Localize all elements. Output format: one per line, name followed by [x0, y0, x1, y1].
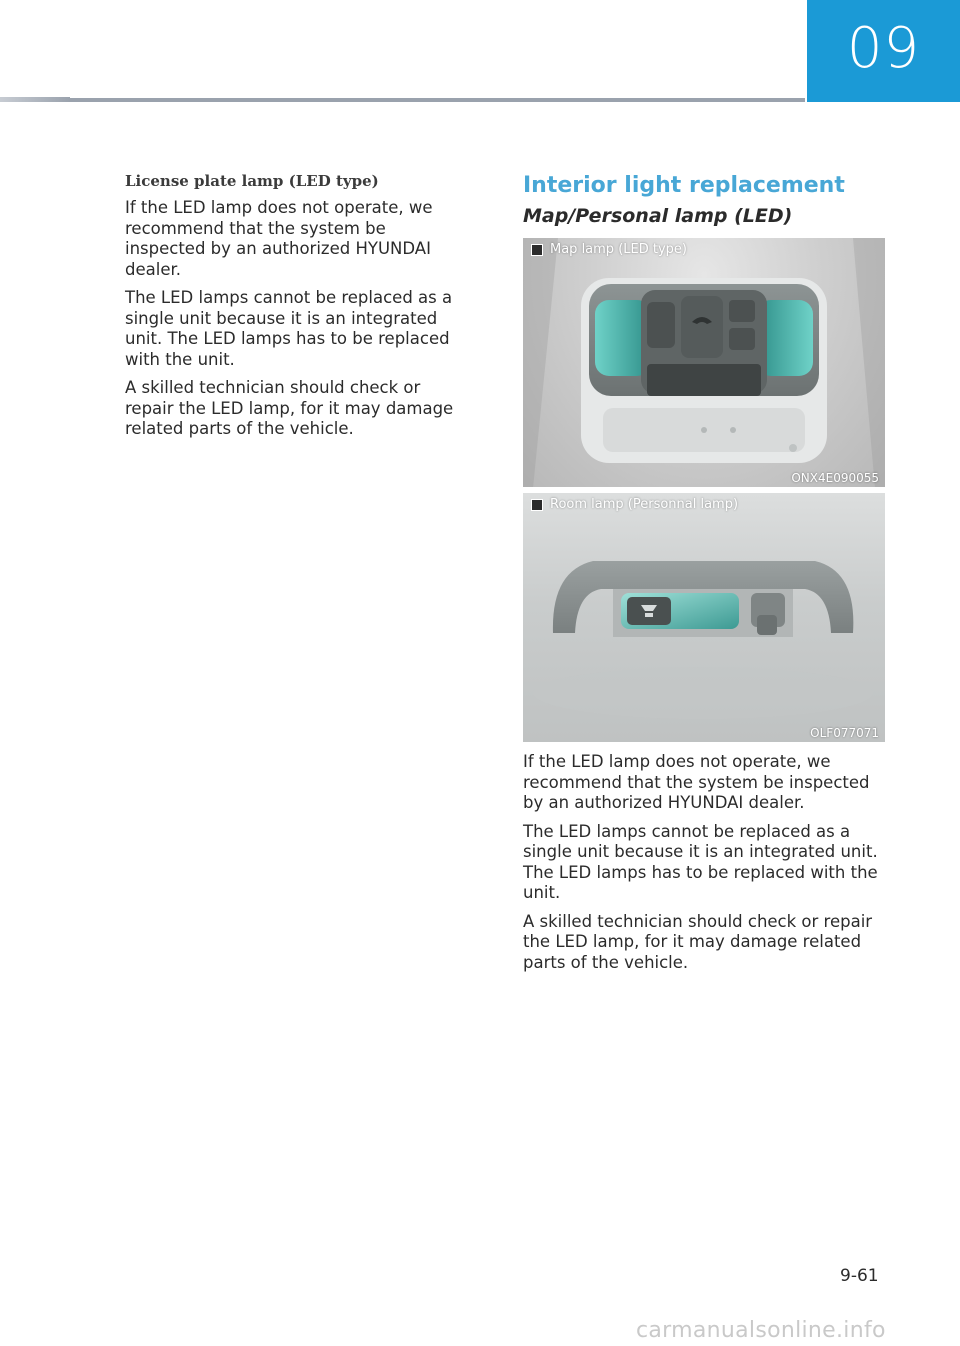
left-column: [125, 172, 470, 448]
right-paragraph-1: If the LED lamp does not operate, we recommend that the system be inspected by an authorized HYUNDAI dealer.: [523, 752, 870, 812]
room-lamp-figure-code: OLF077071: [810, 726, 879, 740]
section-title: Interior light replacement: [523, 173, 845, 198]
section-subtitle: Map/Personal lamp (LED): [523, 205, 793, 227]
room-lamp-caption-text: Room lamp (Personnal lamp): [550, 497, 739, 512]
room-lamp-caption: [531, 497, 738, 512]
left-paragraph-2: The LED lamps cannot be replaced as a single unit because it is an integrated unit. The LED lamps has to be replaced with the unit.: [125, 288, 453, 369]
left-paragraph-3: A skilled technician should check or repair the LED lamp, for it may damage related parts of the vehicle.: [125, 378, 454, 438]
black-square-icon: [531, 244, 543, 256]
map-lamp-figure: [523, 238, 885, 487]
map-lamp-figure-code: ONX4E090055: [791, 471, 879, 485]
black-square-icon: [531, 499, 543, 511]
header-rule: [0, 98, 805, 102]
license-plate-lamp-heading: License plate lamp (LED type): [125, 172, 379, 190]
page-number: 9-61: [840, 1266, 879, 1286]
room-lamp-figure: [523, 493, 885, 742]
left-paragraph-1: If the LED lamp does not operate, we recommend that the system be inspected by an authorized HYUNDAI dealer.: [125, 198, 433, 279]
chapter-number: 09: [846, 15, 921, 81]
right-column: [523, 170, 885, 981]
map-lamp-illustration: [523, 238, 885, 487]
watermark: carmanualsonline.info: [636, 1318, 886, 1343]
right-paragraph-2: The LED lamps cannot be replaced as a single unit because it is an integrated unit. The LED lamps has to be replaced with the unit.: [523, 821, 878, 902]
room-lamp-illustration: [523, 493, 885, 742]
map-lamp-caption-text: Map lamp (LED type): [550, 242, 687, 257]
map-lamp-caption: [531, 242, 687, 257]
chapter-tab: [807, 0, 960, 102]
right-paragraph-3: A skilled technician should check or repair the LED lamp, for it may damage related parts of the vehicle.: [523, 911, 873, 972]
